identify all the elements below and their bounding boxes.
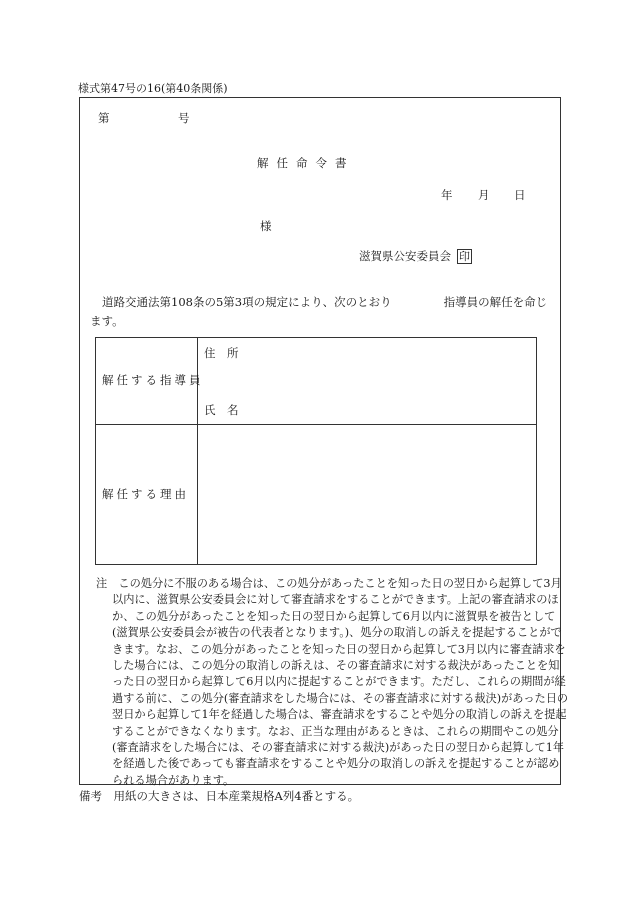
date-month: 月 xyxy=(478,188,490,202)
dismissal-table xyxy=(95,337,537,565)
date-day: 日 xyxy=(514,188,526,202)
form-number: 様式第47号の16(第40条関係) xyxy=(78,82,228,95)
appeal-notice: 注 この処分に不服のある場合は、この処分があったことを知った日の翌日から起算して3月以内に、滋賀県公安委員会に対して審査請求をすることができます。上記の審査請求のほか、この処分があったことを知った日の翌日から起算して6月以内に滋賀県を被告として(滋賀県公安委員会が被告の代表者となります。)、処分の取消しの訴えを提起することができます。なお、この処分があったことを知った日の翌日から起算して3月以内に審査請求をした場合には、この処分の取消しの訴えは、その審査請求に対する裁決があったことを知った日の翌日から起算して6月以内に提起することができます。ただし、これらの期間が経過する前に、この処分(審査請求をした場合には、その審査請求に対する裁決)があった日の翌日から起算して1年を経過した場合は、審査請求をすることや処分の取消しの訴えを提起することができなくなります。なお、正当な理由があるときは、これらの期間やこの処分(審査請求をした場合には、その審査請求に対する裁決)があった日の翌日から起算して1年を経過した後であっても審査請求をすることや処分の取消しの訴えを提起することが認められる場合があります。 xyxy=(96,577,569,787)
issuer-name: 滋賀県公安委員会 xyxy=(359,249,451,263)
remark: 備考 用紙の大きさは、日本産業規格A列4番とする。 xyxy=(79,789,360,803)
seal-mark: 印 xyxy=(459,250,470,263)
name-label: 氏 名 xyxy=(204,403,239,417)
issuer-line xyxy=(359,248,472,264)
order-body-text xyxy=(90,293,552,331)
body-text-before: 道路交通法第108条の5第3項の規定により、次のとおり xyxy=(102,295,392,309)
order-form-frame xyxy=(79,97,569,787)
document-title: 解任命令書 xyxy=(257,156,355,170)
dismissed-instructor-label: 解任する指導員 xyxy=(102,373,204,387)
address-label: 住 所 xyxy=(204,346,239,360)
date-year: 年 xyxy=(441,188,453,202)
number-suffix: 号 xyxy=(178,111,190,125)
addressee-suffix: 様 xyxy=(260,219,272,233)
number-prefix: 第 xyxy=(98,111,110,125)
dismissal-reason-label: 解任する理由 xyxy=(102,487,189,501)
body-text-after: 指導員の解任を命じます。 xyxy=(90,295,548,328)
